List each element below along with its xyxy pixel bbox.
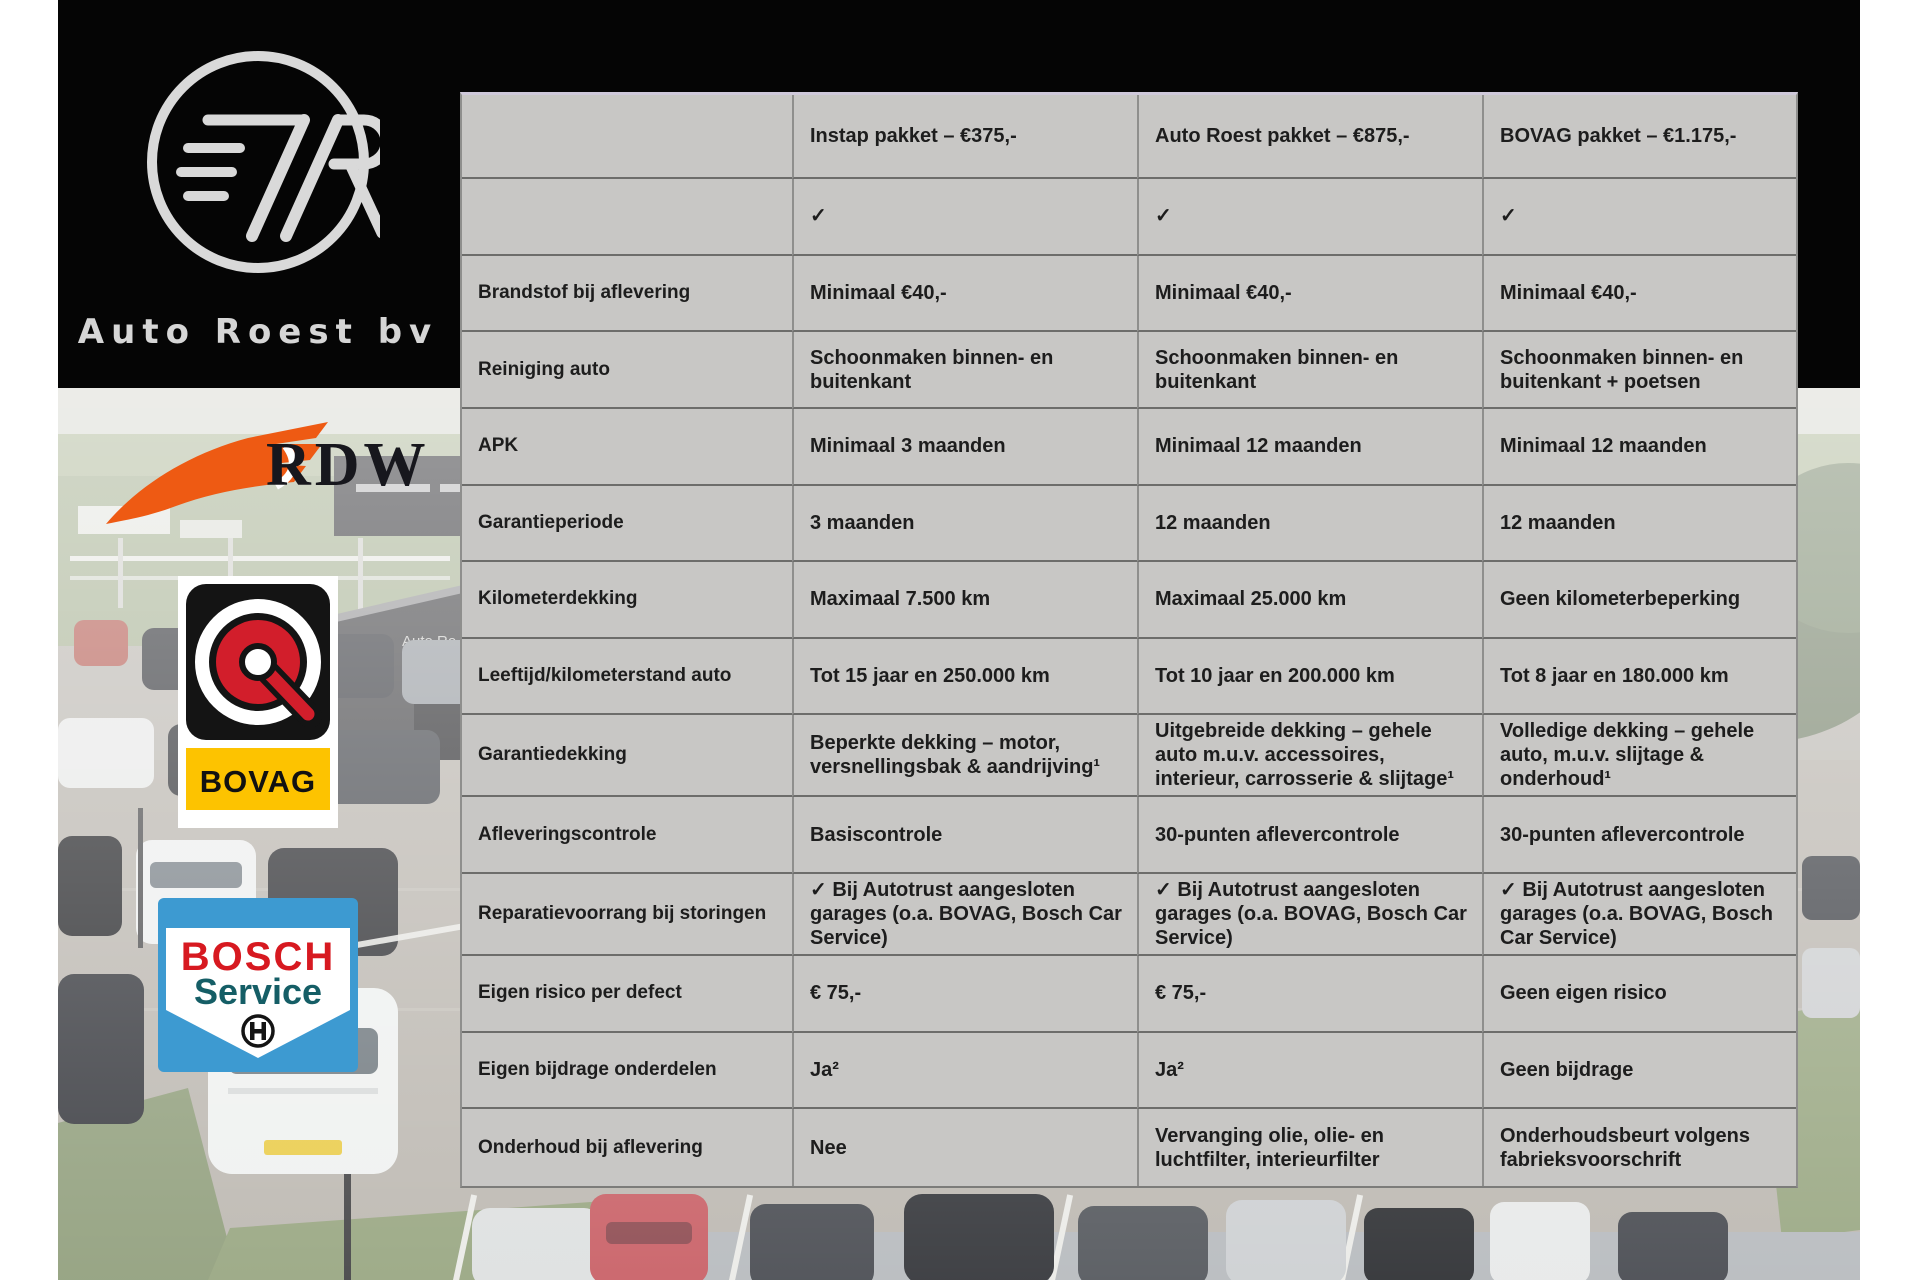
- row-label-cell: Reiniging auto: [462, 332, 792, 409]
- value-cell: Volledige dekking – gehele auto, m.u.v. slijtage & onderhoud¹: [1482, 715, 1796, 797]
- value-cell: Vervanging olie, olie- en luchtfilter, interieurfilter: [1137, 1109, 1482, 1186]
- row-label-cell: Eigen risico per defect: [462, 956, 792, 1033]
- value-cell: Nee: [792, 1109, 1137, 1186]
- value-cell: Schoonmaken binnen- en buitenkant: [792, 332, 1137, 409]
- value-cell: Maximaal 25.000 km: [1137, 562, 1482, 639]
- row-label-cell: Eigen bijdrage onderdelen: [462, 1033, 792, 1110]
- auto-roest-logo: [58, 0, 458, 388]
- svg-text:BOVAG: BOVAG: [199, 764, 317, 799]
- bovag-logo: [178, 576, 338, 833]
- value-cell: ✓: [1482, 179, 1796, 256]
- row-label-cell: Afleveringscontrole: [462, 797, 792, 874]
- value-cell: Maximaal 7.500 km: [792, 562, 1137, 639]
- value-cell: 12 maanden: [1482, 486, 1796, 563]
- rdw-wordmark: RDW: [266, 431, 430, 499]
- value-cell: Minimaal €40,-: [792, 256, 1137, 333]
- svg-text:BOSCH: BOSCH: [180, 935, 336, 979]
- value-cell: Ja²: [1137, 1033, 1482, 1110]
- value-cell: Schoonmaken binnen- en buitenkant: [1137, 332, 1482, 409]
- value-cell: ✓: [1137, 179, 1482, 256]
- value-cell: € 75,-: [792, 956, 1137, 1033]
- value-cell: ✓ Bij Autotrust aangesloten garages (o.a. BOVAG, Bosch Car Service): [792, 874, 1137, 956]
- value-cell: Tot 8 jaar en 180.000 km: [1482, 639, 1796, 716]
- bovag-badge-icon: [178, 576, 338, 828]
- bosch-service-logo: [158, 898, 358, 1077]
- value-cell: Uitgebreide dekking – gehele auto m.u.v. accessoires, interieur, carrosserie & slijtage¹: [1137, 715, 1482, 797]
- value-cell: Minimaal €40,-: [1137, 256, 1482, 333]
- value-cell: Ja²: [792, 1033, 1137, 1110]
- comparison-table: [460, 92, 1798, 1188]
- row-label-header: [462, 95, 792, 179]
- value-cell: ✓ Bij Autotrust aangesloten garages (o.a. BOVAG, Bosch Car Service): [1482, 874, 1796, 956]
- row-label-cell: Leeftijd/kilometerstand auto: [462, 639, 792, 716]
- value-cell: Geen kilometerbeperking: [1482, 562, 1796, 639]
- package-column-header: Auto Roest pakket – €875,-: [1137, 95, 1482, 179]
- row-label-cell: Brandstof bij aflevering: [462, 256, 792, 333]
- value-cell: Tot 15 jaar en 250.000 km: [792, 639, 1137, 716]
- value-cell: Geen eigen risico: [1482, 956, 1796, 1033]
- value-cell: ✓ Bij Autotrust aangesloten garages (o.a. BOVAG, Bosch Car Service): [1137, 874, 1482, 956]
- value-cell: € 75,-: [1137, 956, 1482, 1033]
- row-label-cell: Garantieperiode: [462, 486, 792, 563]
- value-cell: Minimaal 3 maanden: [792, 409, 1137, 486]
- value-cell: Minimaal 12 maanden: [1482, 409, 1796, 486]
- package-column-header: BOVAG pakket – €1.175,-: [1482, 95, 1796, 179]
- value-cell: Basiscontrole: [792, 797, 1137, 874]
- svg-text:Service: Service: [193, 971, 323, 1012]
- auto-roest-7r-monogram-icon: [136, 40, 380, 284]
- row-label-cell: Reparatievoorrang bij storingen: [462, 874, 792, 956]
- rdw-logo: [100, 408, 440, 548]
- value-cell: 30-punten aflevercontrole: [1482, 797, 1796, 874]
- value-cell: Geen bijdrage: [1482, 1033, 1796, 1110]
- value-cell: 12 maanden: [1137, 486, 1482, 563]
- value-cell: Minimaal 12 maanden: [1137, 409, 1482, 486]
- row-label-cell: [462, 179, 792, 256]
- package-column-header: Instap pakket – €375,-: [792, 95, 1137, 179]
- value-cell: ✓: [792, 179, 1137, 256]
- value-cell: Onderhoudsbeurt volgens fabrieksvoorschrift: [1482, 1109, 1796, 1186]
- value-cell: Schoonmaken binnen- en buitenkant + poetsen: [1482, 332, 1796, 409]
- value-cell: Minimaal €40,-: [1482, 256, 1796, 333]
- value-cell: Tot 10 jaar en 200.000 km: [1137, 639, 1482, 716]
- value-cell: 3 maanden: [792, 486, 1137, 563]
- row-label-cell: Onderhoud bij aflevering: [478, 1136, 703, 1158]
- value-cell: 30-punten aflevercontrole: [1137, 797, 1482, 874]
- row-label-cell: Kilometerdekking: [462, 562, 792, 639]
- row-label-cell: APK: [462, 409, 792, 486]
- value-cell: Beperkte dekking – motor, versnellingsbak & aandrijving¹: [792, 715, 1137, 797]
- brand-name: Auto Roest bv: [77, 312, 439, 352]
- row-label-cell: Garantiedekking: [462, 715, 792, 797]
- bosch-service-badge-icon: [158, 898, 358, 1072]
